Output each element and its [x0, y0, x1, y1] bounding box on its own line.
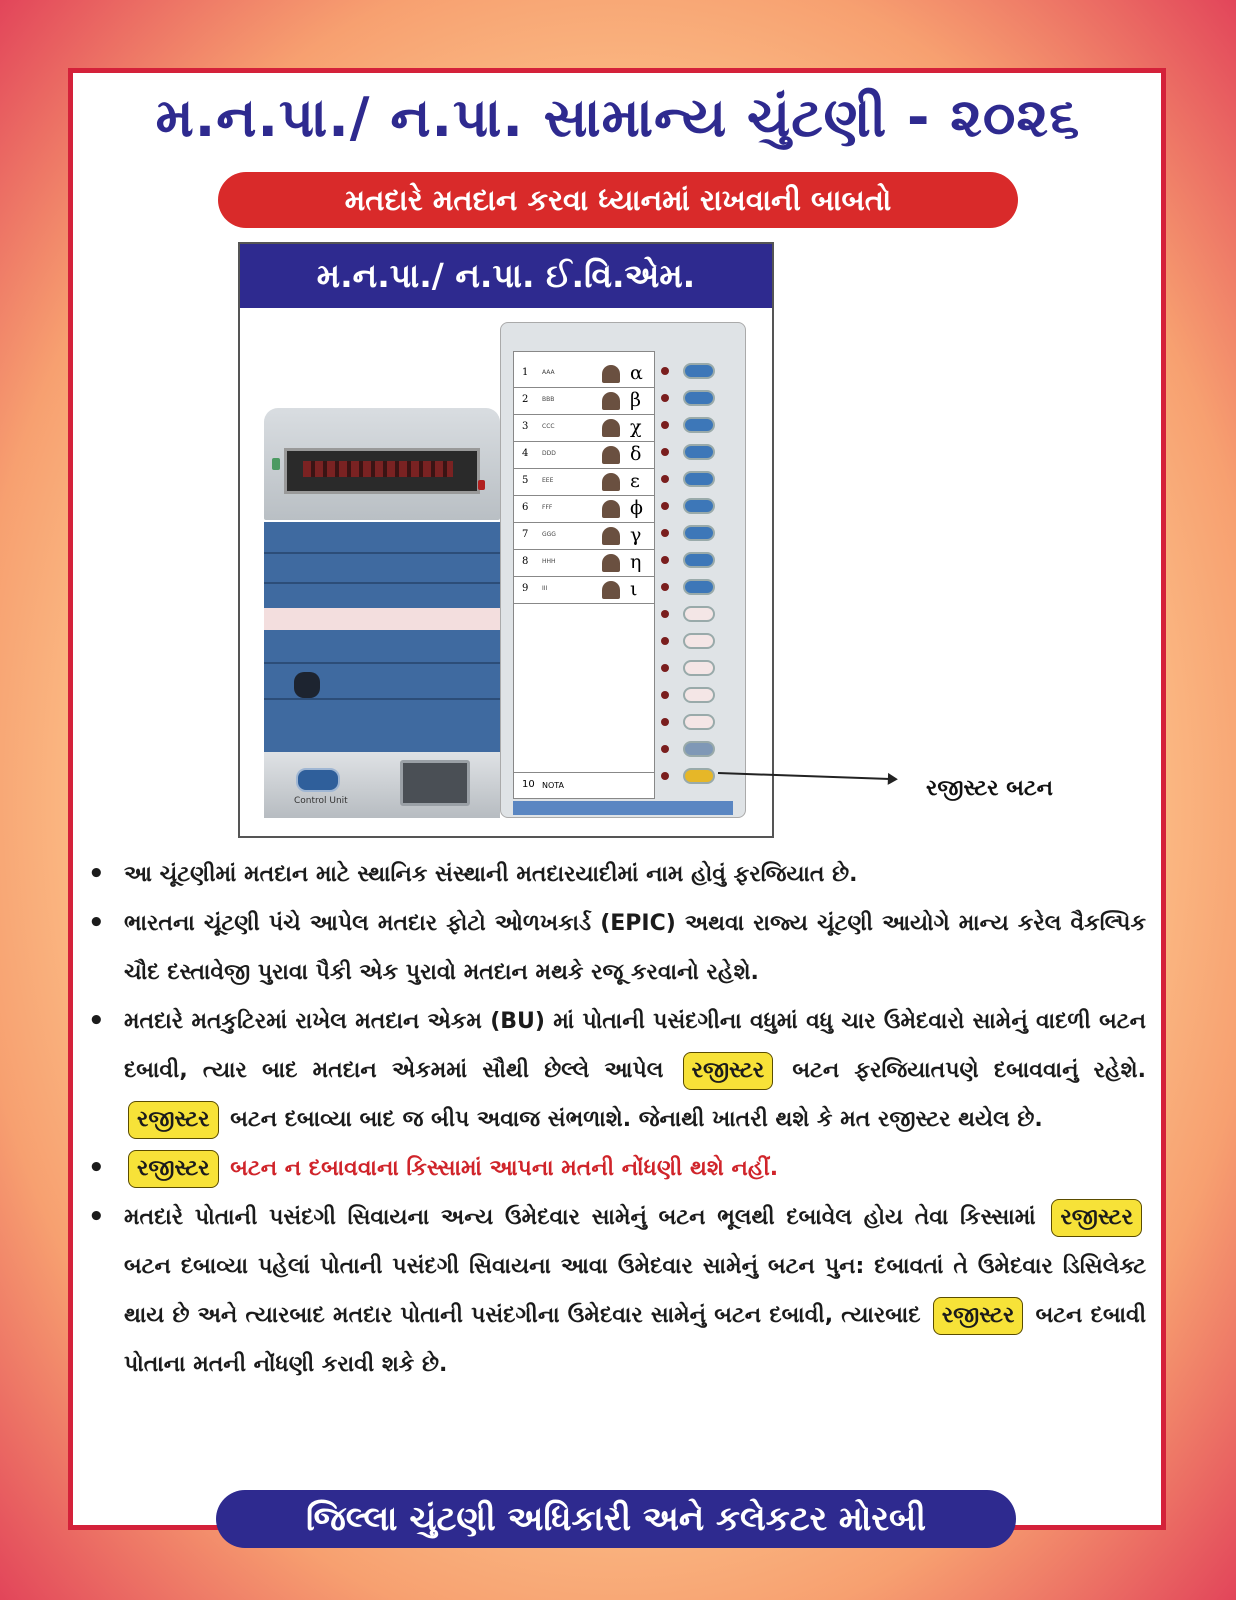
candidate-photo-icon — [602, 419, 620, 437]
point-2-text: ભારતના ચૂંટણી પંચે આપેલ મતદાર ફોટો ઓળખકાર્ડ (EPIC) અથવા રાજ્ય ચૂંટણી આયોગે માન્ય કરેલ વૈકલ્પિક ચૌદ દસ્તાવેજી પુરાવા પૈકી એક પુરાવો મતદાન મથકે રજૂ કરવાનો રહેશે. — [124, 911, 1146, 985]
candidate-lamp-icon — [661, 583, 669, 591]
register-button-callout: રજીસ્ટર બટન — [926, 776, 1054, 801]
seal-strip — [264, 608, 500, 630]
candidate-symbol: γ — [630, 524, 642, 546]
register-badge: રજીસ્ટર — [683, 1052, 774, 1090]
candidate-symbol: ι — [630, 578, 638, 600]
control-unit-display — [284, 448, 480, 494]
candidate-symbol: χ — [630, 416, 642, 438]
candidate-photo-icon — [602, 581, 620, 599]
candidate-lamp-icon — [661, 664, 669, 672]
candidate-symbol: ϕ — [630, 497, 643, 519]
register-badge: રજીસ્ટર — [1051, 1199, 1142, 1237]
candidate-symbol: β — [630, 389, 641, 411]
candidate-button — [683, 471, 715, 487]
candidate-lamp-icon — [661, 475, 669, 483]
control-unit — [264, 408, 500, 818]
candidate-name: AAA — [542, 369, 555, 376]
list-item: • આ ચૂંટણીમાં મતદાન માટે સ્થાનિક સંસ્થાની મતદારયાદીમાં નામ હોવું ફરજિયાત છે. — [88, 859, 858, 889]
candidate-number: 1 — [522, 367, 529, 378]
candidate-photo-icon — [602, 527, 620, 545]
nota-number: 10 — [522, 779, 535, 790]
point-5-text-a: મતદારે પોતાની પસંદગી સિવાયના અન્ય ઉમેદવાર સામેનું બટન ભૂલથી દબાવેલ હોય તેવા કિસ્સામાં — [124, 1205, 1036, 1230]
candidate-photo-icon — [602, 473, 620, 491]
candidate-number: 6 — [522, 502, 529, 513]
candidate-row — [514, 468, 654, 496]
list-item: • મતદારે પોતાની પસંદગી સિવાયના અન્ય ઉમેદવાર સામેનું બટન ભૂલથી દબાવેલ હોય તેવા કિસ્સામાં રજીસ્ટર બટન દબાવ્યા પહેલાં પોતાની પસંદગી સિવાયના આવા ઉમેદવાર સામેનું બટન પુન: દબાવતાં તે ઉમેદવાર ડિસિલેક્ટ થાય છે અને ત્યારબાદ મતદાર પોતાની પસંદગીના ઉમેદવાર સામેનું બટન દબાવી, ત્યારબાદ રજીસ્ટર બટન દબાવી પોતાના મતની નોંધણી કરાવી શકે છે. — [88, 1193, 1146, 1389]
candidate-lamp-icon — [661, 421, 669, 429]
candidate-number: 5 — [522, 475, 529, 486]
candidate-photo-icon — [602, 446, 620, 464]
point-5-text-b: બટન દબાવ્યા પહેલાં પોતાની પસંદગી સિવાયના આવા ઉમેદવાર સામેનું બટન પુન: દબાવતાં તે ઉમેદવાર ડિસિલેક્ટ થાય છે અને ત્યારબાદ મતદાર પોતાની પસંદગીના ઉમેદવાર સામેનું બટન દબાવી, ત્યારબાદ — [124, 1254, 1146, 1328]
candidate-name: III — [542, 585, 548, 592]
instructions-list — [88, 850, 1146, 1389]
candidate-row — [514, 549, 654, 577]
candidate-symbol: δ — [630, 443, 642, 465]
list-item: • મતદારે મતકુટિરમાં રાખેલ મતદાન એકમ (BU) માં પોતાની પસંદગીના વધુમાં વધુ ચાર ઉમેદવારો સામેનું વાદળી બટન દબાવી, ત્યાર બાદ મતદાન એકમમાં સૌથી છેલ્લે આપેલ રજીસ્ટર બટન ફરજિયાતપણે દબાવવાનું રહેશે. રજીસ્ટર બટન દબાવ્યા બાદ જ બીપ અવાજ સંભળાશે. જેનાથી ખાતરી થશે કે મત રજીસ્ટર થયેલ છે. — [88, 997, 1146, 1144]
slot-icon — [294, 672, 320, 698]
candidate-button — [683, 390, 715, 406]
point-1-text: આ ચૂંટણીમાં મતદાન માટે સ્થાનિક સંસ્થાની મતદારયાદીમાં નામ હોવું ફરજિયાત છે. — [124, 862, 858, 887]
candidate-button — [683, 579, 715, 595]
list-item: • રજીસ્ટર બટન ન દબાવવાના કિસ્સામાં આપના મતની નોંધણી થશે નહીં. — [88, 1144, 1146, 1193]
candidate-lamp-icon — [661, 637, 669, 645]
ballot-unit — [500, 322, 746, 818]
candidate-name: CCC — [542, 423, 555, 430]
candidate-row — [514, 441, 654, 469]
candidate-lamp-icon — [661, 691, 669, 699]
candidate-number: 2 — [522, 394, 529, 405]
candidate-number: 4 — [522, 448, 529, 459]
control-unit-label: Control Unit — [294, 796, 348, 806]
control-unit-panel — [264, 522, 500, 752]
footer-banner: જિલ્લા ચુંટણી અધિકારી અને કલેકટર મોરબી — [216, 1490, 1016, 1548]
candidate-photo-icon — [602, 500, 620, 518]
candidate-symbol: α — [630, 362, 643, 384]
candidate-row — [514, 387, 654, 415]
register-button — [683, 768, 715, 784]
candidate-button — [683, 444, 715, 460]
candidate-symbol: η — [630, 551, 642, 573]
candidate-photo-icon — [602, 365, 620, 383]
candidate-lamp-icon — [661, 394, 669, 402]
nota-row — [514, 772, 654, 797]
candidate-number: 3 — [522, 421, 529, 432]
ballot-unit-footer — [513, 801, 733, 815]
candidate-row — [514, 414, 654, 442]
point-3-text-c: બટન દબાવ્યા બાદ જ બીપ અવાજ સંભળાશે. જેનાથી ખાતરી થશે કે મત રજીસ્ટર થયેલ છે. — [230, 1107, 1043, 1132]
candidate-row — [514, 495, 654, 523]
candidate-lamp-icon — [661, 529, 669, 537]
register-badge: રજીસ્ટર — [128, 1150, 219, 1188]
candidate-lamp-icon — [661, 448, 669, 456]
list-item: • ભારતના ચૂંટણી પંચે આપેલ મતદાર ફોટો ઓળખકાર્ડ (EPIC) અથવા રાજ્ય ચૂંટણી આયોગે માન્ય કરેલ વૈકલ્પિક ચૌદ દસ્તાવેજી પુરાવા પૈકી એક પુરાવો મતદાન મથકે રજૂ કરવાનો રહેશે. — [88, 908, 1146, 985]
busy-led-icon — [478, 480, 485, 490]
candidate-number: 9 — [522, 583, 529, 594]
candidate-number: 7 — [522, 529, 529, 540]
candidate-name: FFF — [542, 504, 553, 511]
ballot-sheet — [513, 351, 655, 799]
candidate-photo-icon — [602, 554, 620, 572]
candidate-row — [514, 522, 654, 550]
candidate-button — [683, 552, 715, 568]
on-led-icon — [272, 458, 280, 470]
candidate-row — [514, 576, 654, 604]
candidate-lamp-icon — [661, 367, 669, 375]
evm-illustration — [238, 242, 774, 838]
candidate-button — [683, 363, 715, 379]
candidate-number: 8 — [522, 556, 529, 567]
poster-title: મ.ન.પા./ ન.પા. સામાન્ય ચુંટણી - ૨૦૨૬ — [155, 86, 1081, 149]
evm-header: મ.ન.પા./ ન.પા. ઈ.વિ.એમ. — [240, 244, 772, 308]
candidate-name: GGG — [542, 531, 556, 538]
candidate-button — [683, 660, 715, 676]
candidate-button — [683, 714, 715, 730]
candidate-name: BBB — [542, 396, 555, 403]
candidate-button — [683, 525, 715, 541]
nota-button — [683, 741, 715, 757]
candidate-name: DDD — [542, 450, 556, 457]
candidate-button — [683, 606, 715, 622]
control-unit-base — [264, 752, 500, 818]
candidate-lamp-icon — [661, 556, 669, 564]
candidate-photo-icon — [602, 392, 620, 410]
result-button — [400, 760, 470, 806]
candidate-button — [683, 498, 715, 514]
register-badge: રજીસ્ટર — [933, 1297, 1024, 1335]
candidate-button — [683, 687, 715, 703]
control-unit-top — [264, 408, 500, 520]
point-3-text-a: મતદારે મતકુટિરમાં રાખેલ મતદાન એકમ (BU) માં પોતાની પસંદગીના વધુમાં વધુ ચાર ઉમેદવારો સામેનું વાદળી બટન દબાવી, ત્યાર બાદ મતદાન એકમમાં સૌથી છેલ્લે આપેલ — [124, 1009, 1146, 1083]
candidate-lamp-icon — [661, 718, 669, 726]
candidate-lamp-icon — [661, 502, 669, 510]
candidate-lamp-icon — [661, 610, 669, 618]
point-5-text-c: બટન દબાવી પોતાના મતની નોંધણી કરાવી શકે છે. — [124, 1303, 1146, 1377]
subtitle-banner: મતદારે મતદાન કરવા ધ્યાનમાં રાખવાની બાબતો — [218, 172, 1018, 228]
candidate-name: HHH — [542, 558, 556, 565]
register-badge: રજીસ્ટર — [128, 1101, 219, 1139]
total-button — [296, 768, 340, 792]
candidate-lamp-icon — [661, 745, 669, 753]
point-3-text-b: બટન ફરજિયાતપણે દબાવવાનું રહેશે. — [792, 1058, 1146, 1083]
candidate-button — [683, 417, 715, 433]
candidate-lamp-icon — [661, 772, 669, 780]
candidate-button — [683, 633, 715, 649]
candidate-symbol: ε — [630, 470, 640, 492]
candidate-row — [514, 360, 654, 388]
point-4-warning: બટન ન દબાવવાના કિસ્સામાં આપના મતની નોંધણી થશે નહીં. — [230, 1156, 779, 1181]
candidate-name: EEE — [542, 477, 554, 484]
nota-label: NOTA — [542, 781, 565, 790]
